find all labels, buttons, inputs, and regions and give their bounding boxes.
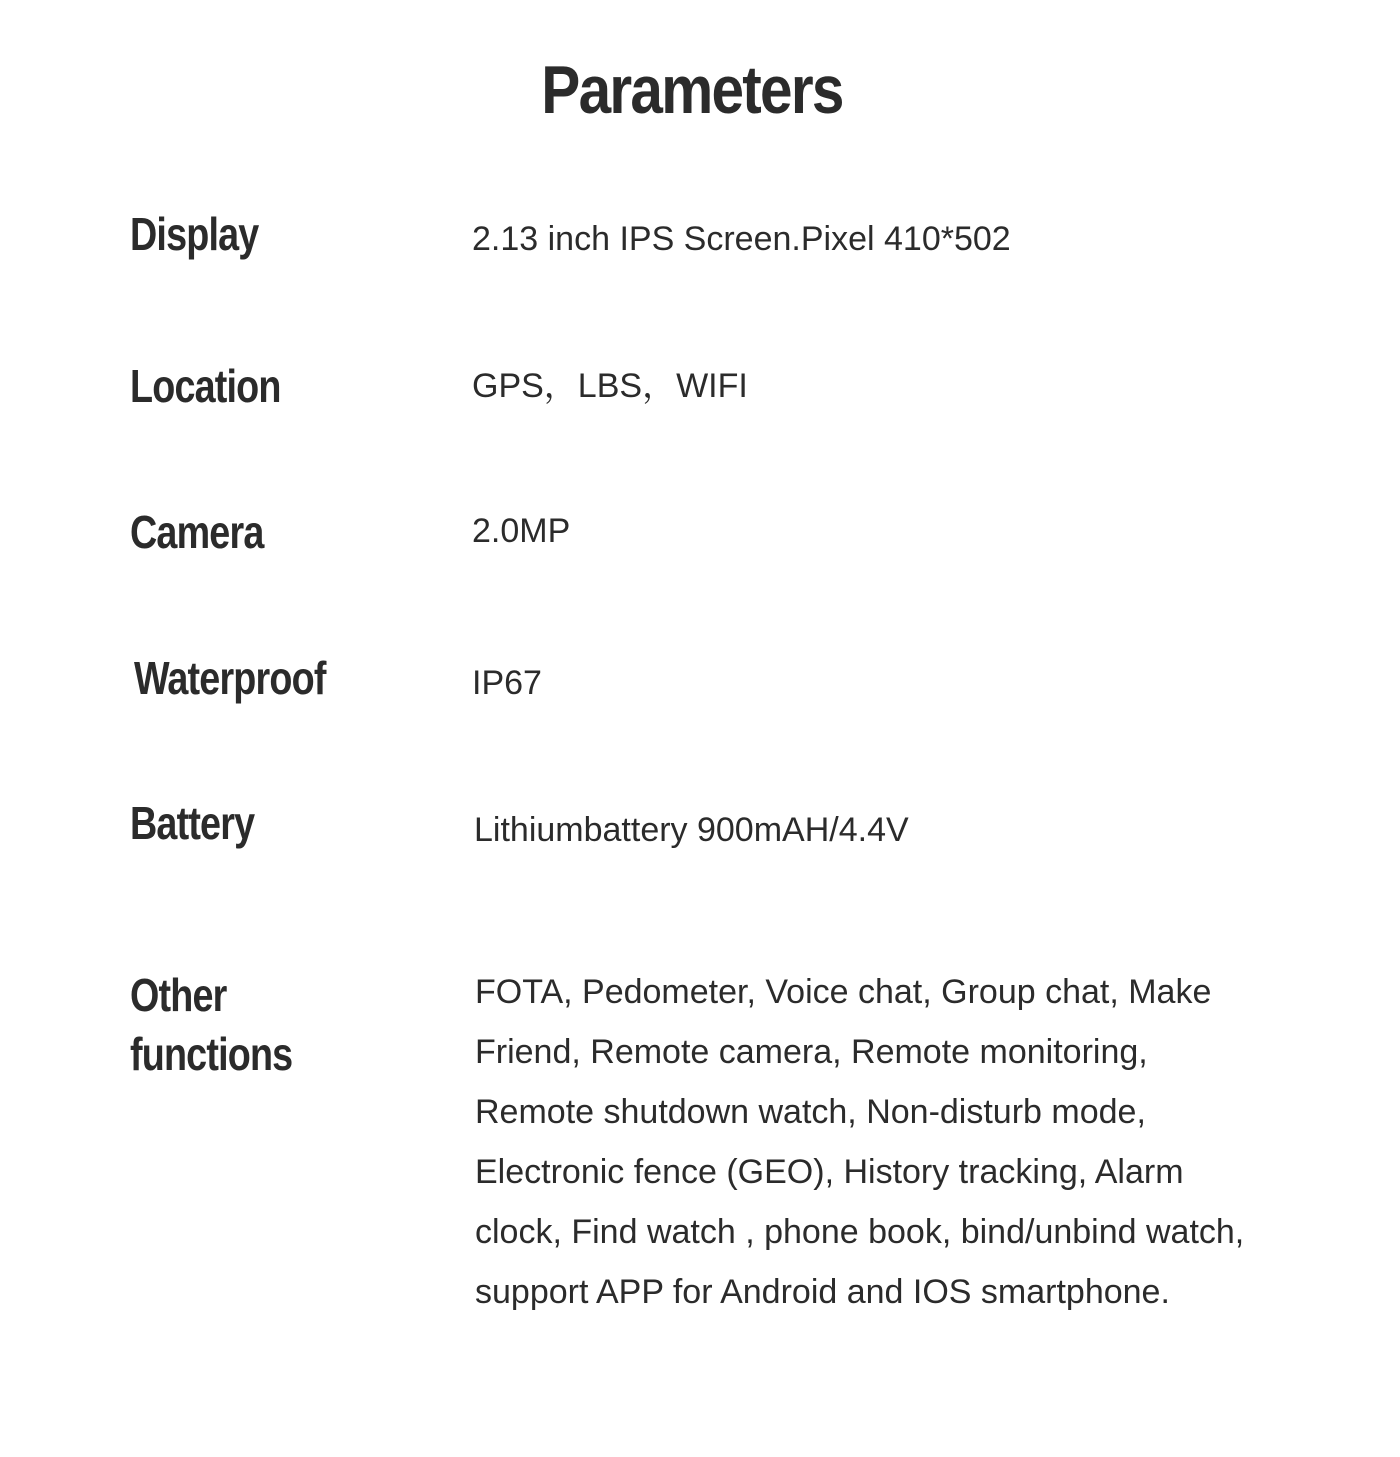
param-value-display: 2.13 inch IPS Screen.Pixel 410*502 [472,220,1011,258]
page-title: Parameters [541,52,843,128]
param-value-other-functions-line: Friend, Remote camera, Remote monitoring, [475,1033,1148,1071]
param-value-other-functions-line: Electronic fence (GEO), History tracking, Alarm [475,1153,1184,1191]
param-label-display: Display [130,208,259,260]
param-value-location: GPS，LBS，WIFI [472,367,748,405]
param-label-battery: Battery [130,797,255,849]
param-value-other-functions-line: support APP for Android and IOS smartphone. [475,1273,1170,1311]
param-value-other-functions-line: FOTA, Pedometer, Voice chat, Group chat, Make [475,973,1212,1011]
param-label-camera: Camera [130,506,264,558]
param-value-other-functions-line: clock, Find watch , phone book, bind/unbind watch, [475,1213,1245,1251]
param-value-camera: 2.0MP [472,512,571,550]
param-value-waterproof: IP67 [472,664,542,702]
param-label-other-functions-line-1: Other [130,969,227,1021]
param-label-other-functions-line-2: functions [130,1028,293,1080]
param-value-battery: Lithiumbattery 900mAH/4.4V [474,811,909,849]
param-label-location: Location [130,360,281,412]
param-value-other-functions-line: Remote shutdown watch, Non-disturb mode, [475,1093,1146,1131]
param-label-waterproof: Waterproof [134,652,326,704]
